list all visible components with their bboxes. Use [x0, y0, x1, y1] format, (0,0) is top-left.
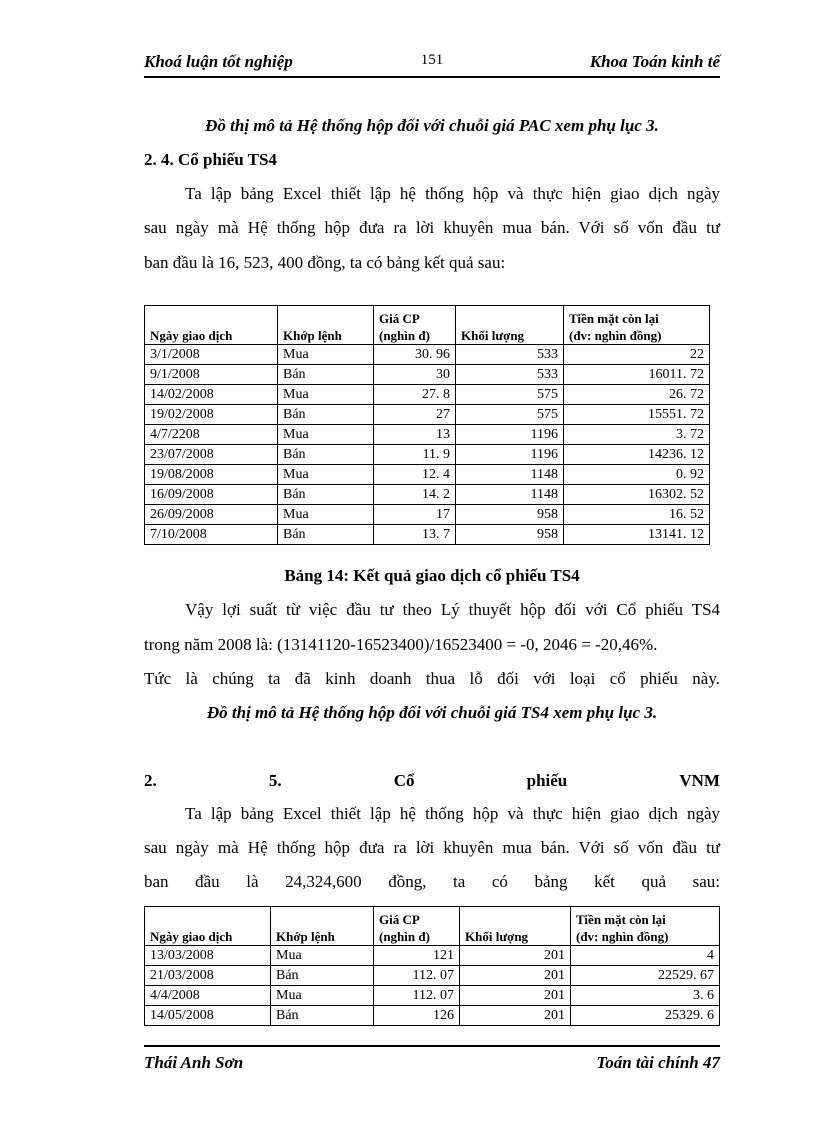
- cell-cash: 0. 92: [564, 465, 710, 485]
- ts4-conclusion-line-3: Tức là chúng ta đã kinh doanh thua lỗ đối với loại cổ phiếu này.: [144, 669, 720, 688]
- header-page-number: 151: [420, 52, 444, 68]
- caption-pac-appendix: Đồ thị mô tả Hệ thống hộp đối với chuỗi giá PAC xem phụ lục 3.: [205, 116, 659, 135]
- cell-cash: 25329. 6: [571, 1006, 720, 1026]
- table-row: [145, 946, 720, 966]
- cell-volume: 201: [460, 946, 571, 966]
- cell-price: 27. 8: [374, 385, 456, 405]
- cell-price: 13. 7: [374, 525, 456, 545]
- header-cash-line-1: Tiền mặt còn lại: [569, 311, 659, 326]
- cell-action: Mua: [278, 385, 374, 405]
- page-footer: [144, 1045, 720, 1075]
- table-header-row: [145, 907, 720, 946]
- cell-volume: 533: [456, 365, 564, 385]
- table-row: [145, 445, 710, 465]
- cell-cash: 16011. 72: [564, 365, 710, 385]
- cell-cash: 4: [571, 946, 720, 966]
- header-date: Ngày giao dịch: [145, 907, 271, 946]
- table-row: [145, 485, 710, 505]
- cell-action: Mua: [278, 425, 374, 445]
- table-row: [145, 405, 710, 425]
- cell-date: 16/09/2008: [145, 485, 278, 505]
- vnm-heading-part-5: VNM: [679, 771, 720, 790]
- header-faculty: Khoa Toán kinh tế: [589, 52, 720, 71]
- cell-cash: 14236. 12: [564, 445, 710, 465]
- cell-price: 11. 9: [374, 445, 456, 465]
- table-row: [145, 525, 710, 545]
- ts4-results-table: [144, 305, 710, 545]
- header-cash-line-1: Tiền mặt còn lại: [576, 912, 666, 927]
- table-row: [145, 365, 710, 385]
- cell-cash: 3. 72: [564, 425, 710, 445]
- ts4-intro-line-2: sau ngày mà Hệ thống hộp đưa ra lời khuyên mua bán. Với số vốn đầu tư: [144, 218, 720, 237]
- cell-cash: 16. 52: [564, 505, 710, 525]
- caption-ts4-appendix: Đồ thị mô tả Hệ thống hộp đối với chuỗi giá TS4 xem phụ lục 3.: [206, 703, 658, 722]
- cell-action: Bán: [278, 525, 374, 545]
- cell-date: 4/4/2008: [145, 986, 271, 1006]
- table-row: [145, 425, 710, 445]
- cell-price: 112. 07: [374, 966, 460, 986]
- table-row: [145, 465, 710, 485]
- cell-volume: 575: [456, 405, 564, 425]
- cell-price: 30: [374, 365, 456, 385]
- table-header-row: [145, 306, 710, 345]
- header-price-line-2: (nghìn đ): [379, 328, 430, 343]
- cell-date: 21/03/2008: [145, 966, 271, 986]
- cell-date: 3/1/2008: [145, 345, 278, 365]
- table-row: [145, 986, 720, 1006]
- cell-date: 19/02/2008: [145, 405, 278, 425]
- cell-price: 121: [374, 946, 460, 966]
- cell-date: 13/03/2008: [145, 946, 271, 966]
- vnm-heading-part-1: 2.: [144, 771, 157, 790]
- cell-price: 13: [374, 425, 456, 445]
- page-header: [144, 50, 720, 78]
- header-cash: [564, 306, 710, 345]
- vnm-heading-part-2: 5.: [268, 771, 282, 790]
- cell-date: 14/05/2008: [145, 1006, 271, 1026]
- cell-price: 12. 4: [374, 465, 456, 485]
- cell-action: Bán: [278, 405, 374, 425]
- header-price: [374, 306, 456, 345]
- ts4-intro-line-3: ban đầu là 16, 523, 400 đồng, ta có bảng kết quả sau:: [144, 253, 506, 272]
- vnm-intro-line-2: sau ngày mà Hệ thống hộp đưa ra lời khuyên mua bán. Với số vốn đầu tư: [144, 838, 720, 857]
- cell-date: 23/07/2008: [145, 445, 278, 465]
- cell-action: Mua: [278, 465, 374, 485]
- header-price: [374, 907, 460, 946]
- table-row: [145, 345, 710, 365]
- cell-action: Bán: [278, 445, 374, 465]
- header-action: Khớp lệnh: [278, 306, 374, 345]
- cell-action: Mua: [271, 946, 374, 966]
- cell-volume: 1196: [456, 445, 564, 465]
- cell-volume: 1148: [456, 485, 564, 505]
- cell-volume: 575: [456, 385, 564, 405]
- cell-action: Bán: [278, 485, 374, 505]
- header-price-line-2: (nghìn đ): [379, 929, 430, 944]
- cell-volume: 1148: [456, 465, 564, 485]
- ts4-intro-line-1: Ta lập bảng Excel thiết lập hệ thống hộp và thực hiện giao dịch ngày: [185, 184, 720, 203]
- vnm-heading-part-3: Cổ: [393, 771, 415, 790]
- cell-volume: 201: [460, 986, 571, 1006]
- cell-cash: 3. 6: [571, 986, 720, 1006]
- table-row: [145, 505, 710, 525]
- cell-volume: 533: [456, 345, 564, 365]
- header-cash-line-2: (đv: nghìn đồng): [576, 929, 669, 944]
- footer-class: Toán tài chính 47: [596, 1053, 720, 1072]
- header-thesis-title: Khoá luận tốt nghiệp: [144, 52, 293, 71]
- cell-date: 9/1/2008: [145, 365, 278, 385]
- table-row: [145, 1006, 720, 1026]
- cell-price: 14. 2: [374, 485, 456, 505]
- cell-price: 30. 96: [374, 345, 456, 365]
- header-price-line-1: Giá CP: [379, 912, 420, 927]
- header-date: Ngày giao dịch: [145, 306, 278, 345]
- table-row: [145, 385, 710, 405]
- cell-date: 7/10/2008: [145, 525, 278, 545]
- vnm-intro-line-3: ban đầu là 24,324,600 đồng, ta có bảng kết quả sau:: [144, 872, 720, 891]
- cell-date: 26/09/2008: [145, 505, 278, 525]
- table-ts4-caption: Bảng 14: Kết quả giao dịch cổ phiếu TS4: [284, 566, 580, 585]
- cell-price: 17: [374, 505, 456, 525]
- cell-volume: 958: [456, 525, 564, 545]
- cell-cash: 26. 72: [564, 385, 710, 405]
- cell-cash: 13141. 12: [564, 525, 710, 545]
- vnm-heading-part-4: phiếu: [526, 771, 568, 790]
- cell-cash: 22529. 67: [571, 966, 720, 986]
- cell-volume: 958: [456, 505, 564, 525]
- cell-volume: 201: [460, 966, 571, 986]
- header-volume: Khối lượng: [456, 306, 564, 345]
- vnm-table-clip: [144, 906, 720, 1032]
- table-row: [145, 966, 720, 986]
- cell-date: 14/02/2008: [145, 385, 278, 405]
- section-vnm-heading: [144, 771, 720, 791]
- cell-action: Mua: [278, 345, 374, 365]
- cell-cash: 22: [564, 345, 710, 365]
- vnm-results-table: [144, 906, 720, 1026]
- header-price-line-1: Giá CP: [379, 311, 420, 326]
- ts4-conclusion-line-2: trong năm 2008 là: (13141120-16523400)/16523400 = -0, 2046 = -20,46%.: [144, 635, 658, 654]
- cell-action: Bán: [271, 966, 374, 986]
- vnm-intro-line-1: Ta lập bảng Excel thiết lập hệ thống hộp và thực hiện giao dịch ngày: [185, 804, 720, 823]
- cell-volume: 1196: [456, 425, 564, 445]
- cell-action: Bán: [271, 1006, 374, 1026]
- cell-volume: 201: [460, 1006, 571, 1026]
- cell-action: Mua: [278, 505, 374, 525]
- header-volume: Khối lượng: [460, 907, 571, 946]
- footer-author: Thái Anh Sơn: [144, 1053, 244, 1072]
- ts4-conclusion-line-1: Vậy lợi suất từ việc đầu tư theo Lý thuyết hộp đối với Cổ phiếu TS4: [185, 600, 720, 619]
- cell-cash: 15551. 72: [564, 405, 710, 425]
- header-cash: [571, 907, 720, 946]
- cell-action: Bán: [278, 365, 374, 385]
- cell-price: 112. 07: [374, 986, 460, 1006]
- header-action: Khớp lệnh: [271, 907, 374, 946]
- cell-date: 4/7/2208: [145, 425, 278, 445]
- cell-date: 19/08/2008: [145, 465, 278, 485]
- header-cash-line-2: (đv: nghìn đồng): [569, 328, 662, 343]
- cell-price: 126: [374, 1006, 460, 1026]
- cell-action: Mua: [271, 986, 374, 1006]
- cell-cash: 16302. 52: [564, 485, 710, 505]
- section-ts4-heading: 2. 4. Cổ phiếu TS4: [144, 150, 277, 169]
- cell-price: 27: [374, 405, 456, 425]
